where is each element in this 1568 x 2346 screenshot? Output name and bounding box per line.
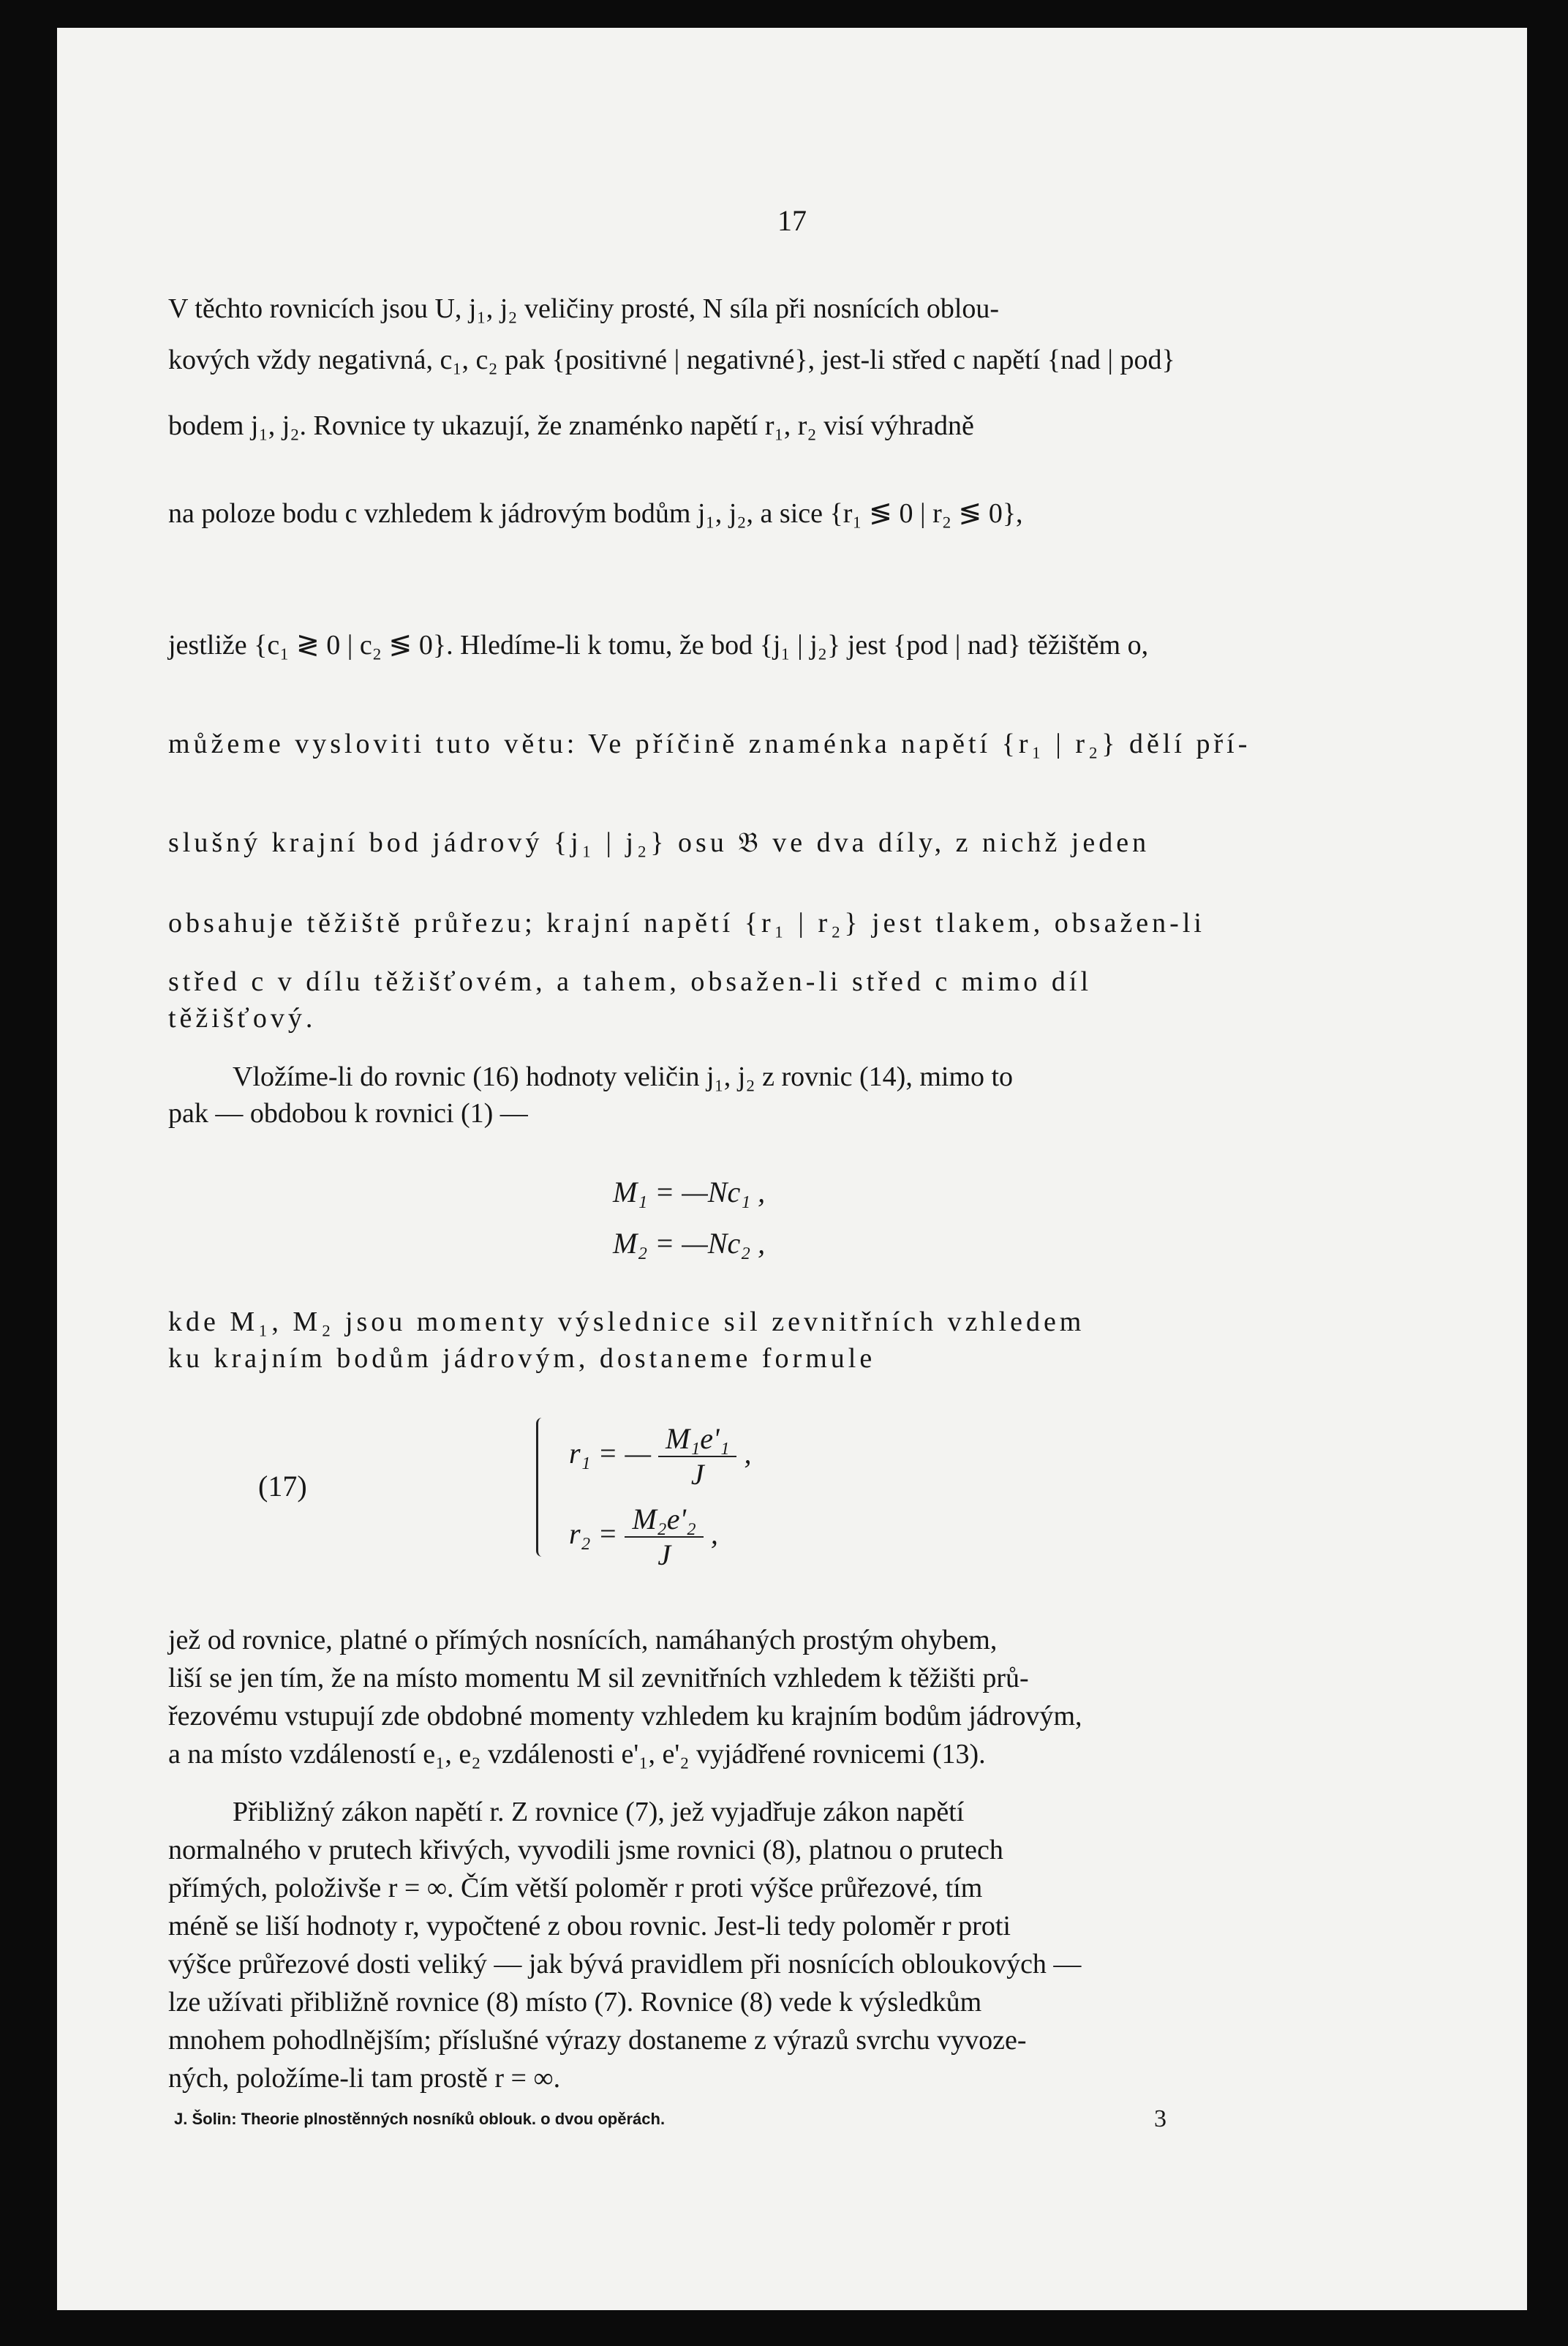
text-line: ku krajním bodům jádrovým, dostaneme formule bbox=[168, 1343, 876, 1374]
text-line: můžeme vysloviti tuto větu: Ve příčině znaménka napětí {r₁ | r₂} dělí pří- bbox=[168, 729, 1251, 759]
text-line: obsahuje těžiště průřezu; krajní napětí {r₁ | r₂} jest tlakem, obsažen-li bbox=[168, 908, 1205, 939]
equation-r1-lhs: r₁ = — bbox=[569, 1437, 652, 1470]
fraction bbox=[625, 1502, 703, 1572]
page bbox=[57, 28, 1527, 2310]
fraction-numerator: M₁e'₁ bbox=[658, 1421, 736, 1457]
equation-r2-lhs: r₂ = bbox=[569, 1517, 618, 1551]
signature-mark: 3 bbox=[1154, 2105, 1166, 2132]
page-number: 17 bbox=[777, 204, 807, 237]
text-line: a na místo vzdáleností e₁, e₂ vzdálenosti e'₁, e'₂ vyjádřené rovnicemi (13). bbox=[168, 1739, 986, 1770]
text-line: přímých, položivše r = ∞. Čím větší poloměr r proti výšce průřezové, tím bbox=[168, 1873, 983, 1903]
text-line: lze užívati přibližně rovnice (8) místo (7). Rovnice (8) vede k výsledkům bbox=[168, 1987, 982, 2018]
text-line: kde M₁, M₂ jsou momenty výslednice sil zevnitřních vzhledem bbox=[168, 1307, 1085, 1337]
text-line: těžišťový. bbox=[168, 1003, 317, 1034]
text-line: jestliže {c₁ ≷ 0 | c₂ ≶ 0}. Hledíme-li k tomu, že bod {j₁ | j₂} jest {pod | nad} těžištěm o, bbox=[168, 630, 1149, 661]
fraction bbox=[658, 1421, 736, 1492]
fraction-denominator: J bbox=[690, 1458, 704, 1491]
text-line: liší se jen tím, že na místo momentu M sil zevnitřních vzhledem k těžišti prů- bbox=[168, 1663, 1029, 1693]
equation-m2: M₂ = —Nc₂ , bbox=[613, 1227, 766, 1260]
text-line: Přibližný zákon napětí r. Z rovnice (7), jež vyjadřuje zákon napětí bbox=[233, 1797, 965, 1827]
fraction-numerator: M₂e'₂ bbox=[625, 1502, 703, 1538]
equation-m1: M₁ = —Nc₁ , bbox=[613, 1176, 766, 1208]
footer-citation: J. Šolin: Theorie plnostěnných nosníků oblouk. o dvou opěrách. bbox=[174, 2110, 666, 2128]
equation-number: (17) bbox=[258, 1470, 307, 1503]
equation-r1: r₁ = — $\frac{\text{M₁e'₁}}{J}$ , bbox=[569, 1422, 752, 1491]
fraction-denominator: J bbox=[657, 1538, 671, 1571]
equation-r2: r₂ = $\frac{\text{M₂e'₂}}{J}$ , bbox=[569, 1503, 718, 1571]
text-line: kových vždy negativná, c₁, c₂ pak {positivné | negativné}, jest-li střed c napětí {nad | pod} bbox=[168, 345, 1175, 375]
equation-brace bbox=[536, 1418, 549, 1557]
text-line: řezovému vstupují zde obdobné momenty vzhledem ku krajním bodům jádrovým, bbox=[168, 1701, 1082, 1732]
text-line: bodem j₁, j₂. Rovnice ty ukazují, že znaménko napětí r₁, r₂ visí výhradně bbox=[168, 410, 974, 441]
text-line: pak — obdobou k rovnici (1) — bbox=[168, 1098, 528, 1129]
text-line: jež od rovnice, platné o přímých nosnících, namáhaných prostým ohybem, bbox=[168, 1625, 998, 1655]
text-line: V těchto rovnicích jsou U, j₁, j₂ veličiny prosté, N síla při nosnících oblou- bbox=[168, 293, 1000, 324]
text-line: střed c v dílu těžišťovém, a tahem, obsažen-li střed c mimo díl bbox=[168, 966, 1093, 997]
text-line: normalného v prutech křivých, vyvodili jsme rovnici (8), platnou o prutech bbox=[168, 1835, 1003, 1865]
text-line: mnohem pohodlnějším; příslušné výrazy dostaneme z výrazů svrchu vyvoze- bbox=[168, 2025, 1027, 2056]
text-line: výšce průřezové dosti veliký — jak bývá pravidlem při nosnících obloukových — bbox=[168, 1949, 1082, 1980]
text-line: Vložíme-li do rovnic (16) hodnoty veličin j₁, j₂ z rovnic (14), mimo to bbox=[233, 1061, 1014, 1092]
text-line: na poloze bodu c vzhledem k jádrovým bodům j₁, j₂, a sice {r₁ ≶ 0 | r₂ ≶ 0}, bbox=[168, 498, 1023, 529]
text-line: slušný krajní bod jádrový {j₁ | j₂} osu 𝔅 ve dva díly, z nichž jeden bbox=[168, 827, 1150, 858]
text-line: ných, položíme-li tam prostě r = ∞. bbox=[168, 2063, 561, 2094]
text-line: méně se liší hodnoty r, vypočtené z obou rovnic. Jest-li tedy poloměr r proti bbox=[168, 1911, 1011, 1941]
